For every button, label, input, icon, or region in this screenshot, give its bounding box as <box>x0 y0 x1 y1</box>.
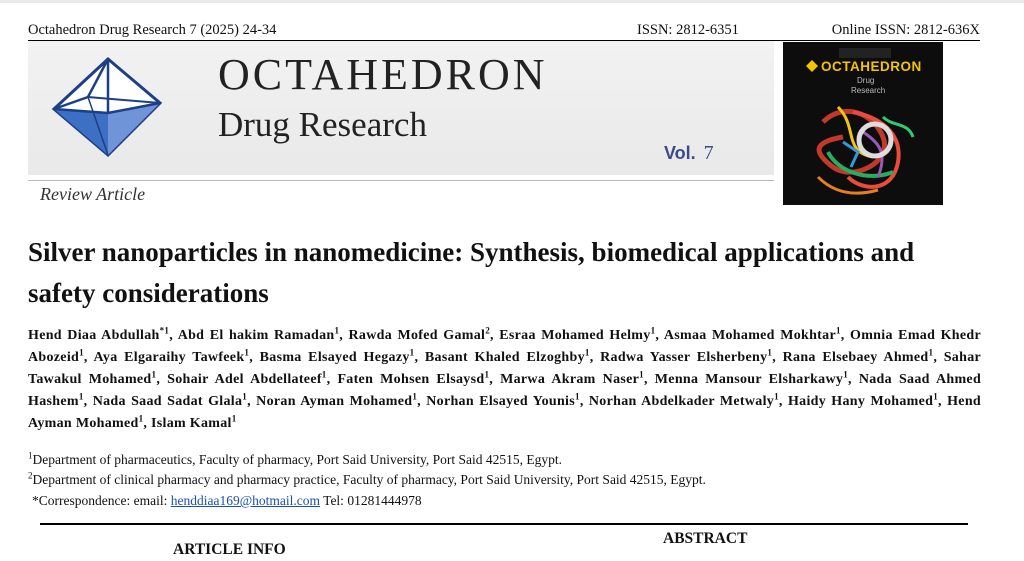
author-name: Haidy Hany Mohamed <box>787 394 934 409</box>
article-info-heading: ARTICLE INFO <box>173 541 286 558</box>
volume-number: 7 <box>703 142 714 164</box>
cover-header-strip <box>839 48 891 58</box>
author-list: Hend Diaa Abdullah$^{*1}$, Abd El hakim Ramadan$^1$, Rawda Mofed Gamal$^2$, Esraa Mohamed Helmy$^1$, Asmaa Mohamed Mokhtar$^1$, Omnia Emad Khedr Abozeid$^1$, Aya Elgaraihy Tawfeek$^1$, Basma Elsayed Hegazy$^1$, Basant Khaled Elzoghby$^1$, Radwa Yasser Elsherbeny$^1$, Rana Elsebaey Ahmed$^1$, Sahar Tawakul Mohamed$^1$, Sohair Adel Abdellateef$^1$, Faten Mohsen Elsaysd$^1$, Marwa Akram Naser$^1$, Menna Mansour Elsharkawy$^1$, Nada Saad Ahmed Hashem$^1$, Nada Saad Sadat Glala$^1$, Noran Ayman Mohamed$^1$, Norhan Elsayed Younis$^1$, Norhan Abdelkader Metwaly$^1$, Haidy Hany Mohamed$^1$, Hend Ayman Mohamed$^1$, Islam Kamal$^1$ <box>28 325 982 431</box>
author-affiliation-marker: 1 <box>79 347 84 358</box>
author-name: Rawda Mofed Gamal <box>348 328 486 343</box>
author-name: Faten Mohsen Elsaysd <box>337 372 485 387</box>
article-title: Silver nanoparticles in nanomedicine: Synthesis, biomedical applications and safety considerations <box>28 237 915 308</box>
author-affiliation-marker: 1 <box>244 347 250 358</box>
author-name: Asmaa Mohamed Mokhtar <box>663 328 836 343</box>
author-affiliation-marker: 1 <box>231 413 237 424</box>
online-issn: Online ISSN: 2812-636X <box>831 22 980 38</box>
author-name: Abd El hakim Ramadan <box>177 328 335 343</box>
correspondence-phone: Tel: 01281444978 <box>323 493 422 508</box>
author-name: Nada Saad Ahmed Hashem <box>28 372 982 409</box>
affiliation-marker: 2 <box>28 470 33 481</box>
affiliation-marker: 1 <box>28 450 33 461</box>
author-name: Islam Kamal <box>151 416 232 431</box>
affiliation-text: Department of pharmaceutics, Faculty of pharmacy, Port Said University, Port Said 42515, Egypt. <box>32 452 563 467</box>
correspondence-email-link[interactable]: henddiaa169@hotmail.com <box>170 493 320 508</box>
volume-prefix: Vol. <box>664 143 696 163</box>
cover-subtitle-2: Research <box>851 86 886 95</box>
journal-cover-image <box>783 42 943 205</box>
author-name: Hend Ayman Mohamed <box>28 394 981 431</box>
author-name: Nada Saad Sadat Glala <box>92 394 243 409</box>
author-affiliation-marker: 1 <box>334 325 340 336</box>
journal-header <box>28 22 980 41</box>
author-affiliation-marker: 1 <box>933 391 939 402</box>
author-affiliation-marker: 1 <box>484 369 490 380</box>
author-name: Norhan Elsayed Younis <box>426 394 575 409</box>
author-affiliation-marker: 2 <box>485 325 491 336</box>
cover-title: OCTAHEDRON <box>821 59 922 74</box>
banner-subtitle: Drug Research <box>218 105 427 144</box>
affiliation-1 <box>28 452 562 468</box>
author-name: Esraa Mohamed Helmy <box>499 328 651 343</box>
author-name: Norhan Abdelkader Metwaly <box>588 394 775 409</box>
affiliation-2 <box>28 472 706 488</box>
author-name: Omnia Emad Khedr Abozeid <box>28 328 981 365</box>
octahedron-logo-icon <box>48 51 168 161</box>
author-affiliation-marker: 1 <box>767 347 773 358</box>
author-affiliation-marker: *1 <box>159 325 170 336</box>
abstract-heading: ABSTRACT <box>663 530 748 547</box>
issn: ISSN: 2812-6351 <box>637 22 739 38</box>
author-name: Hend Diaa Abdullah <box>28 328 160 343</box>
affiliation-text: Department of clinical pharmacy and pharmacy practice, Faculty of pharmacy, Port Said University, Port Said 42515, Egypt. <box>32 472 706 487</box>
cover-subtitle-1: Drug <box>857 76 875 85</box>
author-name: Aya Elgaraihy Tawfeek <box>93 350 245 365</box>
author-affiliation-marker: 1 <box>650 325 656 336</box>
author-affiliation-marker: 1 <box>78 391 84 402</box>
cover-logo-icon <box>805 59 819 73</box>
author-affiliation-marker: 1 <box>575 391 580 402</box>
author-name: Basma Elsayed Hegazy <box>259 350 410 365</box>
author-affiliation-marker: 1 <box>843 369 849 380</box>
author-name: Rana Elsebaey Ahmed <box>782 350 929 365</box>
author-affiliation-marker: 1 <box>928 347 934 358</box>
author-affiliation-marker: 1 <box>321 369 327 380</box>
author-affiliation-marker: 1 <box>584 347 590 358</box>
author-name: Menna Mansour Elsharkawy <box>654 372 844 387</box>
author-affiliation-marker: 1 <box>774 391 779 402</box>
banner-title: OCTAHEDRON <box>218 50 548 99</box>
author-name: Marwa Akram Naser <box>500 372 640 387</box>
protein-structure-icon <box>783 82 943 205</box>
author-affiliation-marker: 1 <box>835 325 841 336</box>
author-name: Radwa Yasser Elsherbeny <box>600 350 768 365</box>
journal-citation: Octahedron Drug Research 7 (2025) 24-34 <box>28 22 277 38</box>
journal-banner <box>28 41 774 175</box>
article-type: Review Article <box>40 184 146 204</box>
review-divider <box>28 180 774 181</box>
correspondence <box>32 493 422 509</box>
top-border <box>0 0 1024 3</box>
author-name: Sahar Tawakul Mohamed <box>28 350 982 387</box>
author-affiliation-marker: 1 <box>242 391 248 402</box>
section-divider <box>40 523 968 525</box>
correspondence-label: *Correspondence: email: <box>32 493 171 508</box>
author-name: Sohair Adel Abdellateef <box>167 372 322 387</box>
volume-label <box>664 142 714 165</box>
author-affiliation-marker: 1 <box>412 391 418 402</box>
author-affiliation-marker: 1 <box>138 413 144 424</box>
author-name: Basant Khaled Elzoghby <box>424 350 585 365</box>
author-name: Noran Ayman Mohamed <box>256 394 413 409</box>
author-affiliation-marker: 1 <box>639 369 644 380</box>
author-affiliation-marker: 1 <box>409 347 415 358</box>
author-affiliation-marker: 1 <box>151 369 157 380</box>
